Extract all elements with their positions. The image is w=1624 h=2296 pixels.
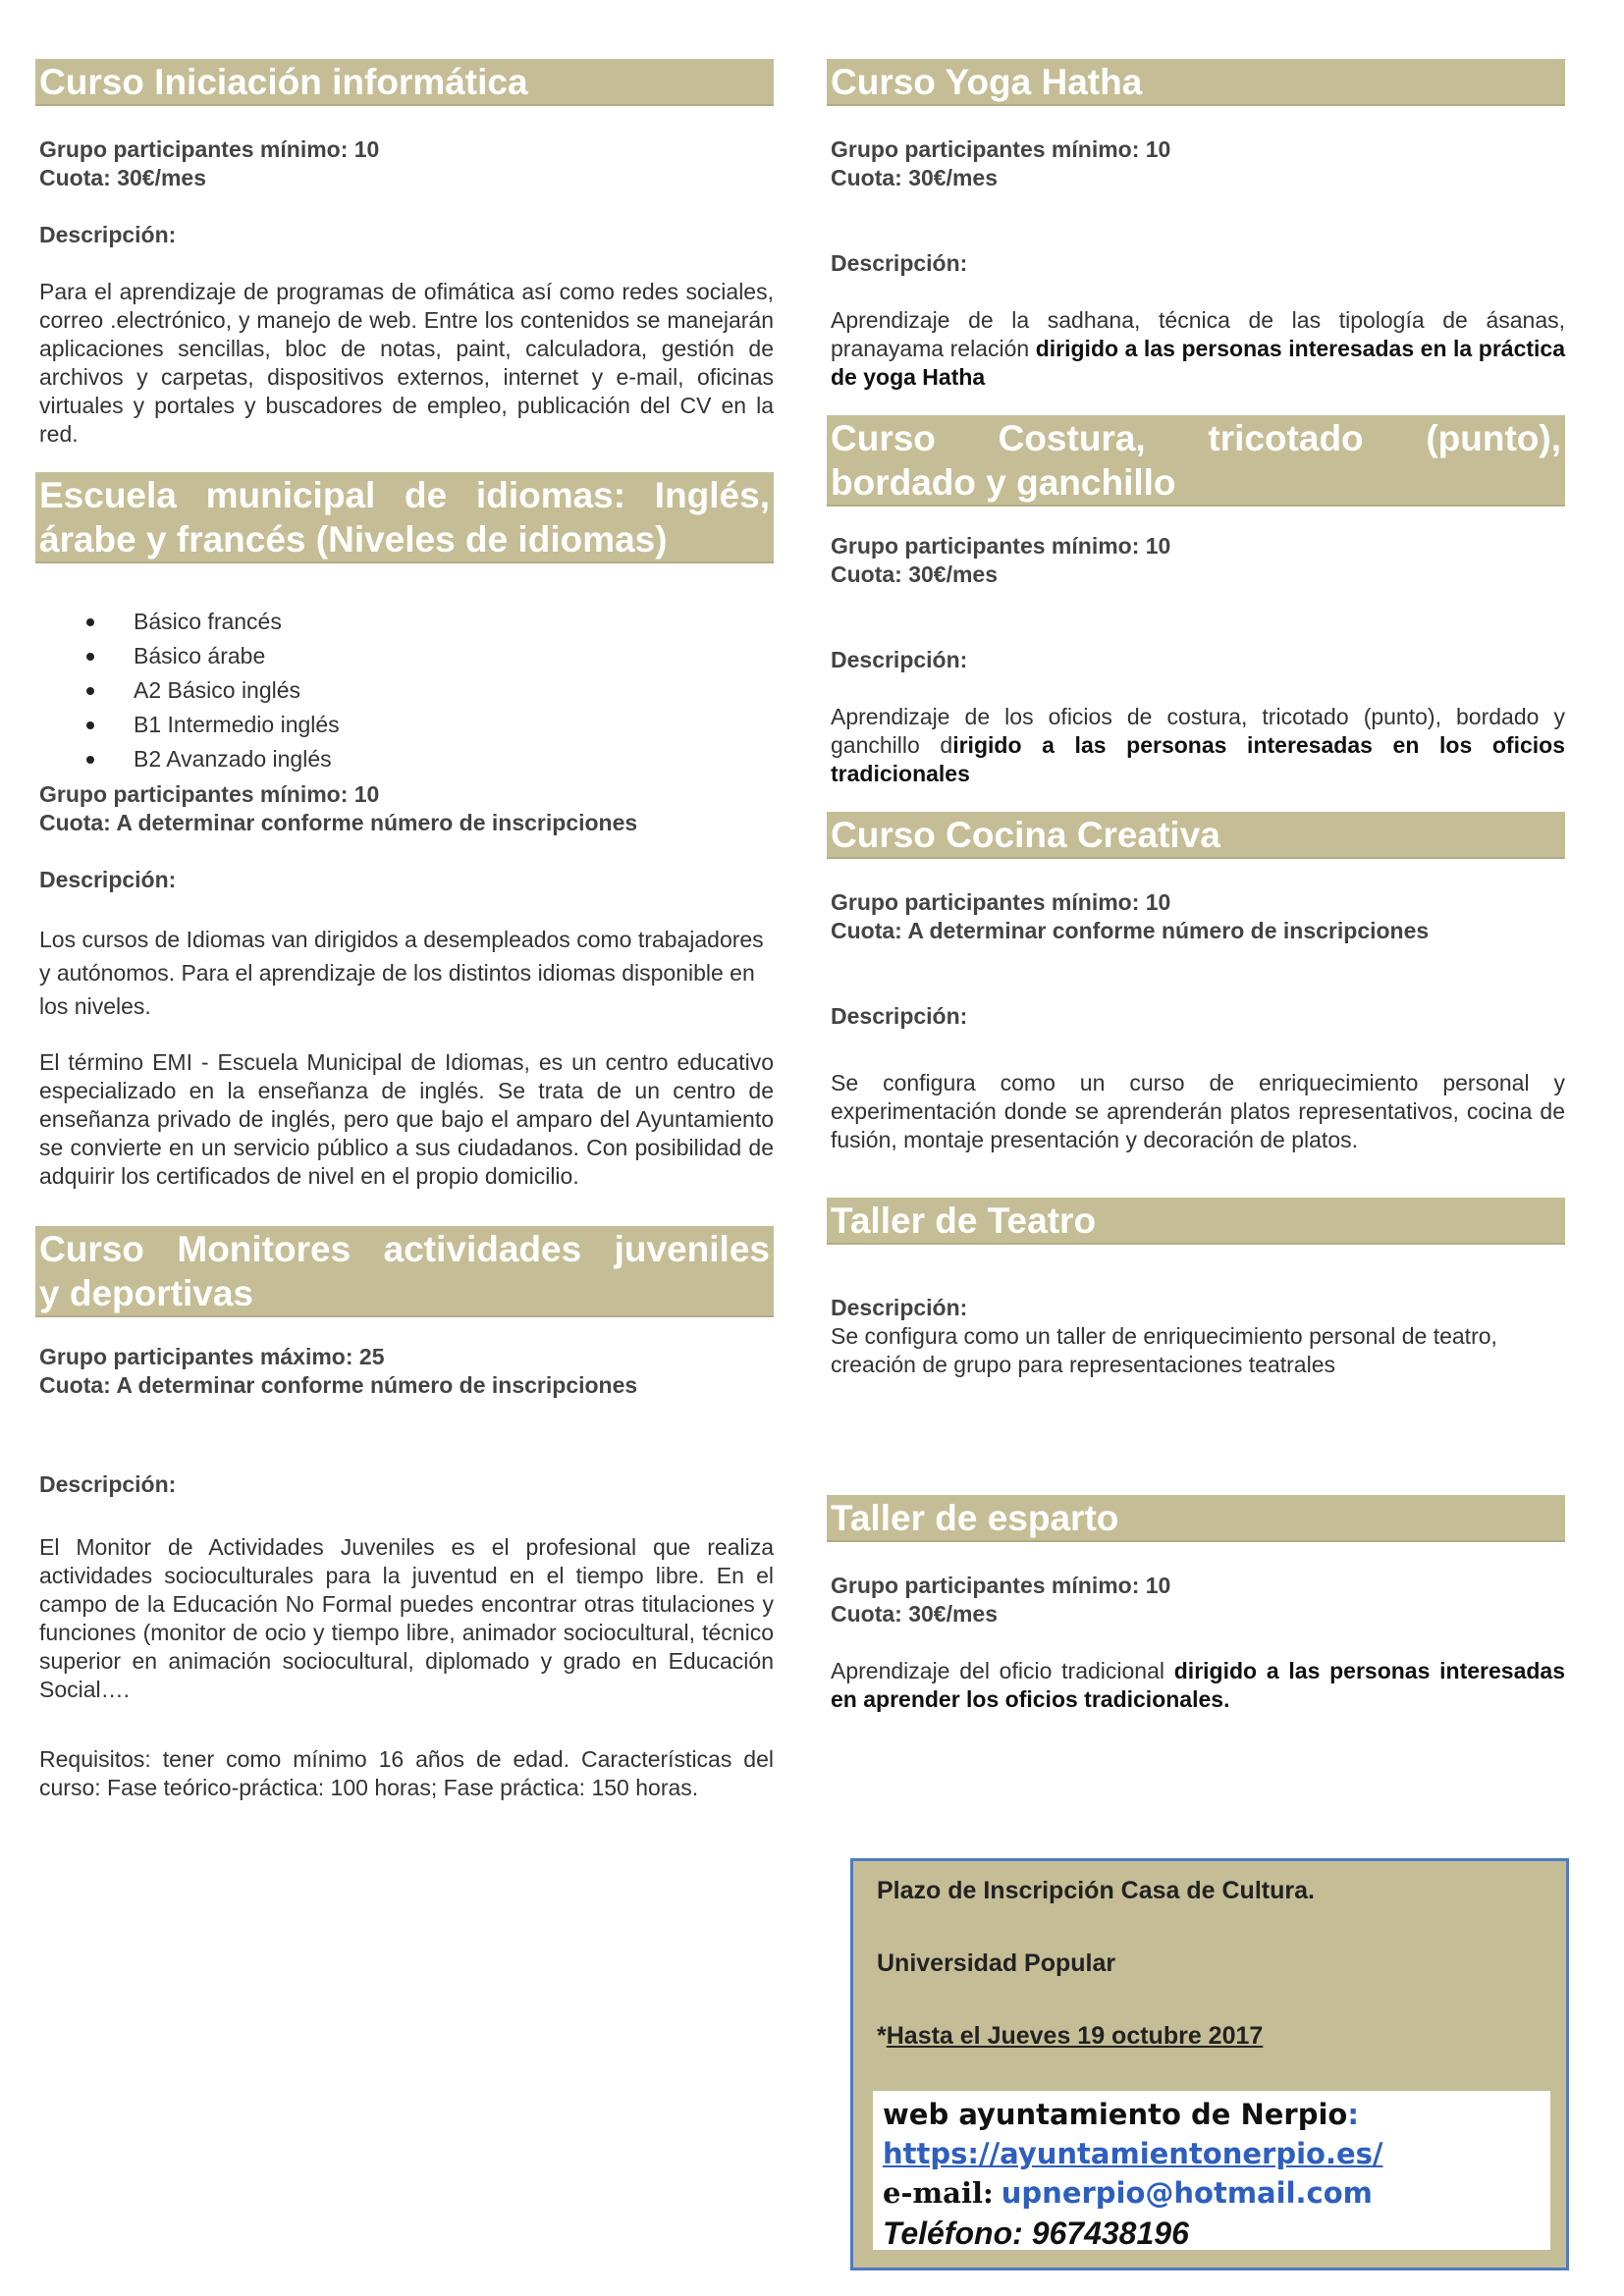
section-title: Taller de esparto [827,1495,1565,1542]
section-cocina [827,812,1565,1154]
email-label: e-mail: [883,2176,994,2210]
section-title-line: Curso Monitores actividades juveniles [39,1229,770,1269]
email-link[interactable]: upnerpio@hotmail.com [1001,2176,1373,2210]
descripcion-text [827,703,1565,788]
fecha-star: * [877,2022,887,2050]
section-title: Curso Cocina Creativa [827,812,1565,859]
descripcion-label: Descripción: [39,867,177,892]
grupo-minimo: Grupo participantes mínimo: 10 [831,136,1171,162]
cuota: Cuota: 30€/mes [831,561,999,587]
cuota: Cuota: 30€/mes [831,165,999,190]
requisitos-text: Requisitos: tener como mínimo 16 años de edad. Características del curso: Fase teórico-práctica: 100 horas; Fase práctica: 150 horas. [39,1746,774,1800]
descripcion-text [827,306,1565,392]
cuota: Cuota: A determinar conforme número de inscripciones [39,810,638,835]
descripcion-text: El término EMI - Escuela Municipal de Idiomas, es un centro educativo especializado en la enseñanza de inglés. Se trata de un centro de enseñanza privado de inglés, pero que bajo el amparo del Ayuntamiento se convierte en un servicio público a sus ciudadanos. Con posibilidad de adquirir los certificados de nivel en el propio domicilio. [39,1049,774,1189]
grupo-minimo: Grupo participantes mínimo: 10 [39,136,380,162]
section-informatica [35,59,774,449]
descripcion-text [827,1657,1565,1714]
descripcion-label: Descripción: [831,1295,968,1320]
section-title: Taller de Teatro [827,1198,1565,1245]
contact-panel [873,2091,1550,2250]
descripcion-plain: Aprendizaje de los oficios de costura, tricotado (punto), bordado y ganchillo d [831,704,1565,758]
section-title-line: Curso Costura, tricotado (punto), [831,418,1561,458]
cuota: Cuota: 30€/mes [831,1601,999,1627]
descripcion-text: El Monitor de Actividades Juveniles es el profesional que realiza actividades socioculturales para la juventud en el tiempo libre. En el campo de la Educación No Formal puedes encontrar otras titulaciones y funciones (monitor de ocio y tiempo libre, animador sociocultural, técnico superior en animación sociocultural, diplomado y grado en Educación Social…. [39,1534,774,1702]
web-label-colon: : [1347,2098,1359,2131]
section-esparto [827,1495,1565,1714]
section-monitores [35,1226,774,1802]
grupo-maximo: Grupo participantes máximo: 25 [39,1344,385,1369]
grupo-minimo: Grupo participantes mínimo: 10 [831,889,1171,915]
section-title [35,472,774,563]
web-label [883,2095,1550,2134]
section-title-line: árabe y francés (Niveles de idiomas) [39,519,668,560]
descripcion-text: Se configura como un curso de enriquecimiento personal y experimentación donde se aprenderán platos representativos, cocina de fusión, montaje presentación y decoración de platos. [831,1070,1565,1152]
descripcion-label: Descripción: [39,1471,177,1497]
section-costura [827,415,1565,788]
descripcion-label: Descripción: [831,1003,968,1029]
list-item: B2 Avanzado inglés [86,742,774,776]
website-link[interactable]: https://ayuntamientonerpio.es/ [883,2137,1383,2170]
section-title [35,1226,774,1317]
inscription-info-box [850,1858,1569,2270]
descripcion-text: Para el aprendizaje de programas de ofimática así como redes sociales, correo .electrónico, y manejo de web. Entre los contenidos se manejarán aplicaciones sencillas, bloc de notas, paint, calculadora, gestión de archivos y carpetas, dispositivos externos, internet y e-mail, oficinas virtuales y portales y buscadores de empleo, publicación del CV en la red. [39,279,774,447]
descripcion-plain: Aprendizaje de la sadhana, técnica de las tipología de ásanas, pranayama relación [831,307,1565,361]
section-title: Curso Yoga Hatha [827,59,1565,106]
section-yoga [827,59,1565,392]
descripcion-text: Se configura como un taller de enriquecimiento personal de teatro, creación de grupo para representaciones teatrales [831,1323,1497,1377]
descripcion-bold: dirigido a las personas interesadas en la práctica de yoga Hatha [831,336,1565,390]
descripcion-plain: Aprendizaje del oficio tradicional [831,1658,1174,1683]
grupo-minimo: Grupo participantes mínimo: 10 [39,781,380,807]
list-item: Básico francés [86,605,774,639]
grupo-minimo: Grupo participantes mínimo: 10 [831,1573,1171,1598]
levels-list [35,605,774,776]
descripcion-bold: dirigido a las personas interesadas en aprender los oficios tradicionales. [831,1658,1565,1712]
cuota: Cuota: 30€/mes [39,165,207,190]
list-item: Básico árabe [86,639,774,673]
left-column [35,59,774,1802]
section-title [827,415,1565,507]
telefono-text: Teléfono: 967438196 [883,2216,1189,2251]
list-item: A2 Básico inglés [86,673,774,708]
plazo-text: Plazo de Inscripción Casa de Cultura. [877,1877,1315,1904]
descripcion-text: Los cursos de Idiomas van dirigidos a desempleados como trabajadores y autónomos. Para el aprendizaje de los distintos idiomas disponible en los niveles. [39,927,764,1019]
email-line [883,2173,1550,2214]
section-title: Curso Iniciación informática [35,59,774,106]
descripcion-label: Descripción: [39,222,177,247]
descripcion-label: Descripción: [831,250,968,276]
section-idiomas [35,472,774,1191]
section-title-line: Escuela municipal de idiomas: Inglés, [39,475,770,515]
section-title-line: bordado y ganchillo [831,462,1176,503]
fecha-value: Hasta el Jueves 19 octubre 2017 [886,2022,1264,2050]
fecha-text [877,2022,1263,2051]
descripcion-label: Descripción: [831,647,968,672]
section-title-line: y deportivas [39,1273,253,1313]
section-teatro [827,1198,1565,1379]
universidad-text: Universidad Popular [877,1949,1116,1977]
cuota: Cuota: A determinar conforme número de inscripciones [831,918,1430,943]
grupo-minimo: Grupo participantes mínimo: 10 [831,533,1171,559]
descripcion-bold: irigido a las personas interesadas en los oficios tradicionales [831,732,1565,786]
cuota: Cuota: A determinar conforme número de inscripciones [39,1372,638,1398]
web-label-text: web ayuntamiento de Nerpio [883,2098,1348,2131]
list-item: B1 Intermedio inglés [86,708,774,742]
right-column [827,59,1565,1714]
